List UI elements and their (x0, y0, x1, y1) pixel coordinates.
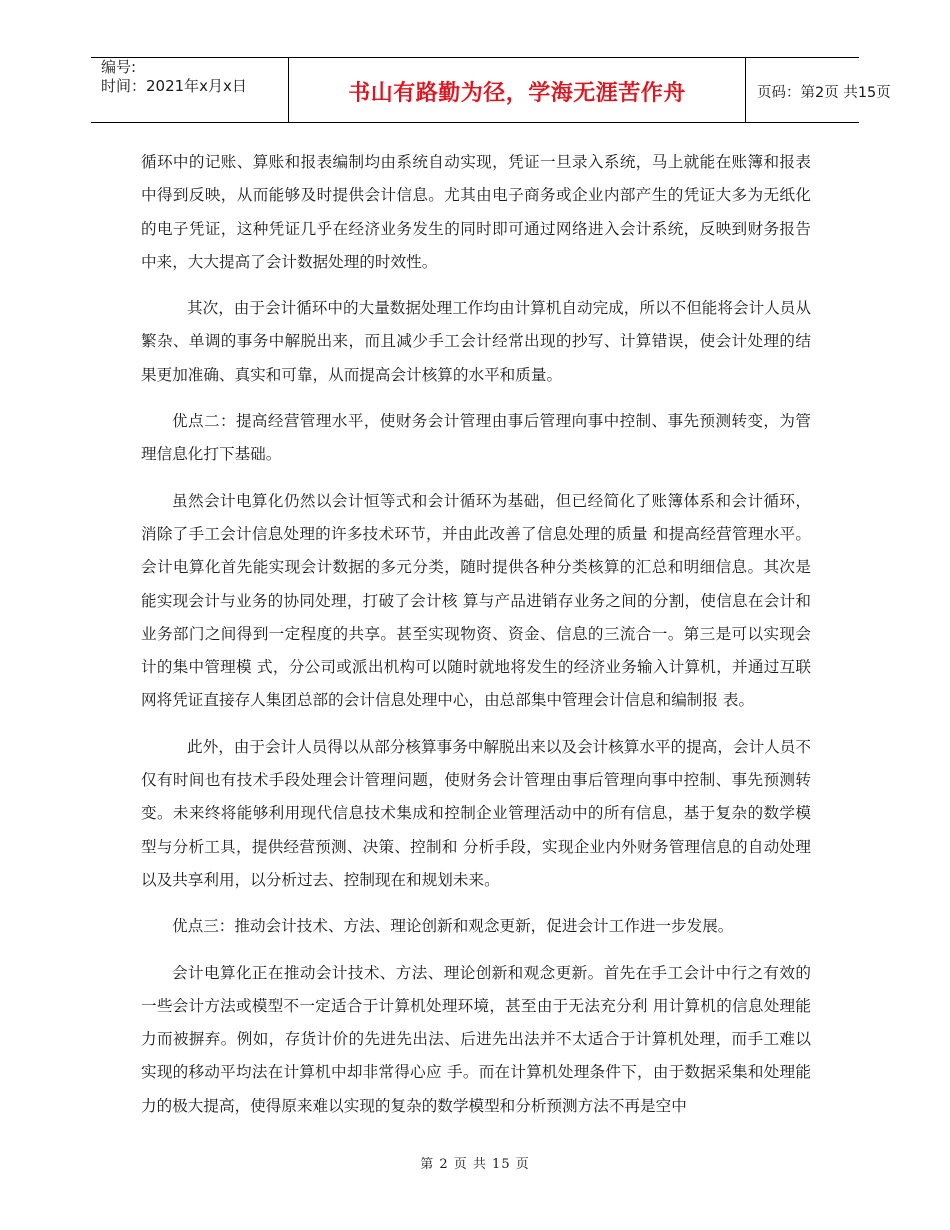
header-motto-cell (288, 58, 746, 122)
document-time-label: 时间：2021年x月x日 (101, 77, 247, 95)
page-footer: 第 2 页 共 15 页 (420, 1157, 530, 1172)
header-page-info: 页码：第2页 共15页 (757, 85, 891, 101)
body-paragraph: 虽然会计电算化仍然以会计恒等式和会计循环为基础，但已经简化了账簿体系和会计循环，消除了手工会计信息处理的许多技术环节，并由此改善了信息处理的质量 和提高经营管理水平。会计电算化首先能实现会计数据的多元分类，随时提供各种分类核算的汇总和明细信息。其次是能实现会计与业务的协同处理，打破了会计核 算与产品进销存业务之间的分割，使信息在会计和业务部门之间得到一定程度的共享。甚至实现物资、资金、信息的三流合一。第三是可以实现会计的集中管理模 式，分公司或派出机构可以随时就地将发生的经济业务输入计算机，并通过互联网将凭证直接存人集团总部的会计信息处理中心，由总部集中管理会计信息和编制报 表。 (141, 491, 811, 710)
body-paragraph: 会计电算化正在推动会计技术、方法、理论创新和观念更新。首先在手工会计中行之有效的一些会计方法或模型不一定适合于计算机处理环境，甚至由于无法充分利 用计算机的信息处理能力而被摒弃。例如，存货计价的先进先出法、后进先出法并不太适合于计算机处理，而手工难以实现的移动平均法在计算机中却非常得心应 手。而在计算机处理条件下，由于数据采集和处理能力的极大提高，使得原来难以实现的复杂的数学模型和分析预测方法不再是空中 (141, 963, 811, 1115)
header-meta (101, 58, 289, 122)
body-paragraph: 此外，由于会计人员得以从部分核算事务中解脱出来以及会计核算水平的提高，会计人员不仅有时间也有技术手段处理会计管理问题，使财务会计管理由事后管理向事中控制、事先预测转变。未来终将能够利用现代信息技术集成和控制企业管理活动中的所有信息，基于复杂的数学模型与分析工具，提供经营预测、决策、控制和 分析手段，实现企业内外财务管理信息的自动处理以及共享利用，以分析过去、控制现在和规划未来。 (141, 737, 811, 889)
document-body (141, 146, 811, 1136)
section-heading-advantage-2: 优点二：提高经营管理水平，使财务会计管理由事后管理向事中控制、事先预测转变，为管理信息化打下基础。 (141, 412, 811, 464)
document-number-label: 编号: (101, 58, 137, 76)
body-paragraph: 循环中的记账、算账和报表编制均由系统自动实现，凭证一旦录入系统，马上就能在账簿和报表中得到反映，从而能够及时提供会计信息。尤其由电子商务或企业内部产生的凭证大多为无纸化的电子凭证，这种凭证几乎在经济业务发生的同时即可通过网络进入会计系统，反映到财务报告中来，大大提高了会计数据处理的时效性。 (141, 153, 811, 271)
body-paragraph: 其次，由于会计循环中的大量数据处理工作均由计算机自动完成，所以不但能将会计人员从繁杂、单调的事务中解脱出来，而且减少手工会计经常出现的抄写、计算错误，使会计处理的结果更加准确、真实和可靠，从而提高会计核算的水平和质量。 (141, 299, 811, 384)
section-heading-advantage-3: 优点三：推动会计技术、方法、理论创新和观念更新，促进会计工作进一步发展。 (172, 917, 734, 936)
header-motto: 书山有路勤为径，学海无涯苦作舟 (348, 81, 686, 106)
page-header (91, 57, 891, 123)
